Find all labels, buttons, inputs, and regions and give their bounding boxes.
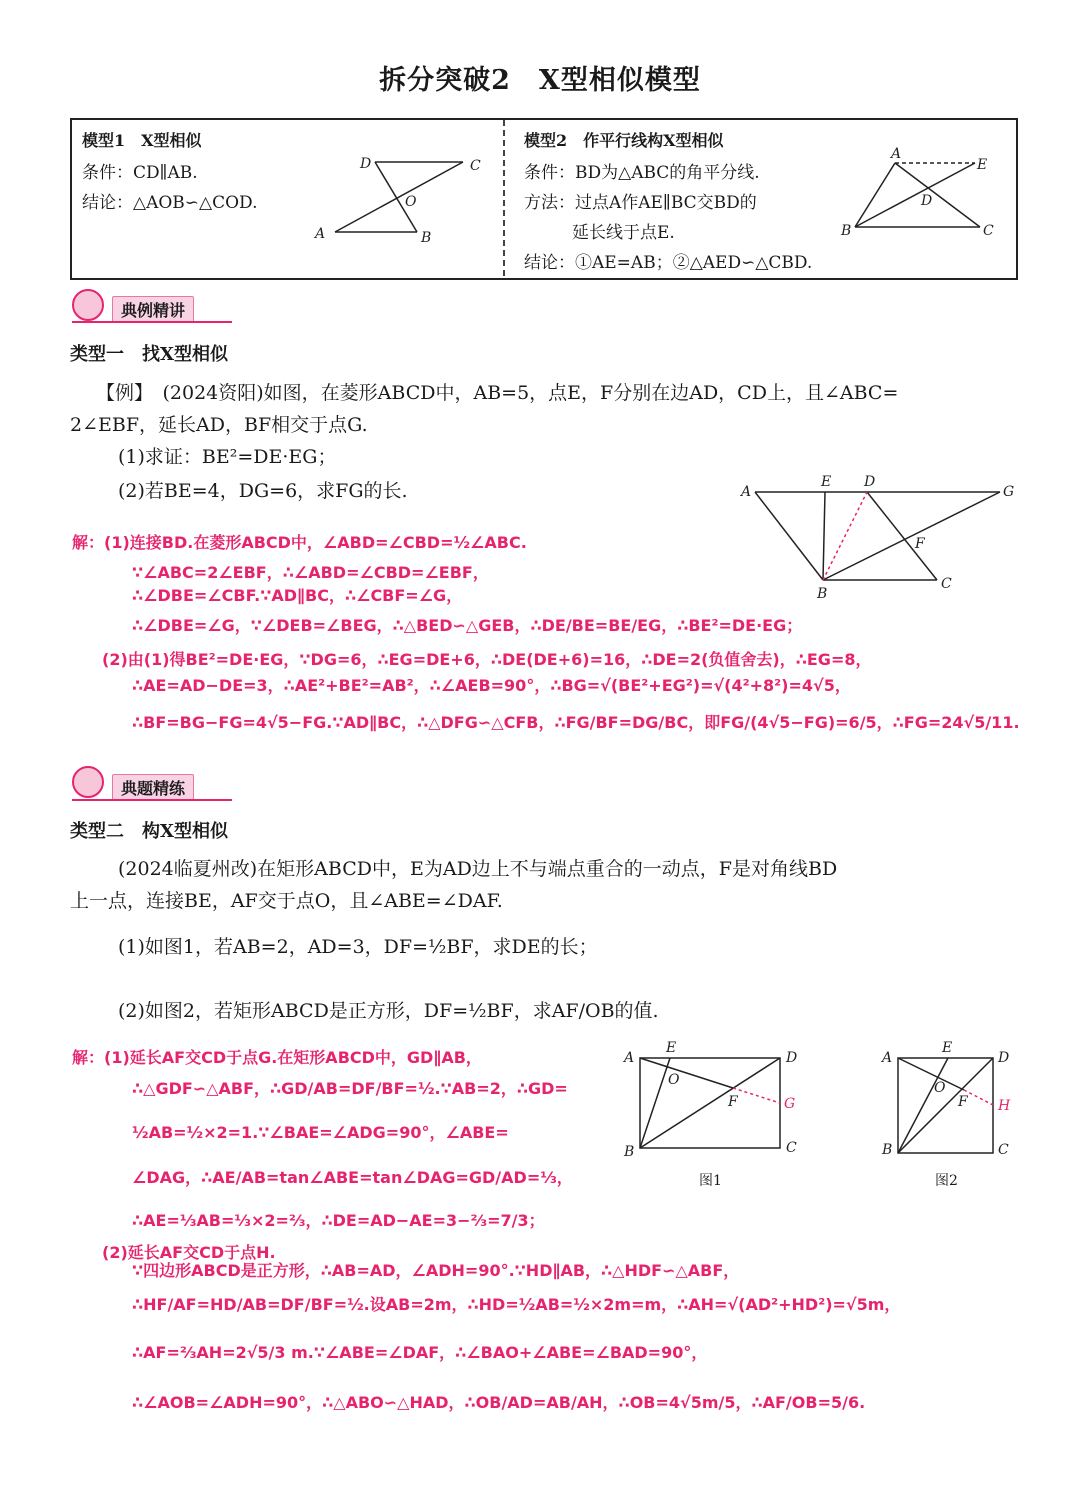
solution2-line: ∴AF=⅔AH=2√5/3 m.∵∠ABE=∠DAF，∴∠BAO+∠ABE=∠BAD=90°， — [132, 1343, 708, 1362]
example-figure — [735, 470, 1025, 610]
problem-question-1: (1)如图1，若AB=2，AD=3，DF=½BF，求DE的长； — [118, 936, 598, 958]
model-divider — [503, 120, 505, 276]
type-two-heading: 类型二 构X型相似 — [70, 821, 228, 842]
m1-label: O — [405, 194, 417, 210]
banner-practice: 典题精练 — [112, 774, 194, 801]
solution2-line: 解：(1)延长AF交CD于点G.在矩形ABCD中，GD∥AB， — [72, 1048, 482, 1067]
example-question-1: (1)求证：BE²=DE·EG； — [118, 446, 337, 468]
f2-label: F — [958, 1094, 968, 1110]
cartoon-girl-icon — [72, 289, 104, 321]
ex-label: A — [741, 484, 752, 500]
model2-method-2: 延长线于点E. — [572, 223, 675, 243]
ex-label: E — [821, 474, 832, 490]
ex-label: D — [864, 474, 876, 490]
figure-2 — [876, 1040, 1036, 1190]
f2-label: E — [942, 1040, 953, 1056]
example-question-2: (2)若BE=4，DG=6，求FG的长. — [118, 480, 408, 502]
banner-examples: 典例精讲 — [112, 296, 194, 323]
problem-line-2: 上一点，连接BE，AF交于点O，且∠ABE=∠DAF. — [70, 890, 503, 912]
f2-label: O — [934, 1080, 946, 1096]
m2-label: B — [841, 223, 852, 239]
solution1-line: (2)由(1)得BE²=DE·EG，∵DG=6，∴EG=DE+6，∴DE(DE+6)=16，∴DE=2(负值舍去)，∴EG=8， — [102, 650, 872, 669]
solution2-line: ∴△GDF∽△ABF，∴GD/AB=DF/BF=½.∵AB=2，∴GD= — [132, 1079, 568, 1098]
m2-label: D — [921, 193, 933, 209]
solution2-line: ∵四边形ABCD是正方形，∴AB=AD，∠ADH=90°.∵HD∥AB，∴△HDF∽△ABF， — [132, 1261, 740, 1280]
model1-condition: 条件：CD∥AB. — [82, 163, 198, 183]
model2-heading: 模型2 作平行线构X型相似 — [524, 131, 724, 150]
banner-underline — [72, 321, 232, 323]
m1-label: B — [421, 230, 432, 246]
banner-underline — [72, 799, 232, 801]
f1-label: F — [728, 1094, 738, 1110]
problem-line-1: (2024临夏州改)在矩形ABCD中，E为AD边上不与端点重合的一动点，F是对角线BD — [118, 858, 838, 880]
solution2-line: ∴∠AOB=∠ADH=90°，∴△ABO∽△HAD，∴OB/AD=AB/AH，∴OB=4√5m/5，∴AF/OB=5/6. — [132, 1393, 866, 1412]
m1-label: D — [360, 156, 372, 172]
f2-label: A — [882, 1050, 893, 1066]
f1-label: A — [624, 1050, 635, 1066]
solution2-line: ∴AE=⅓AB=⅓×2=⅔，∴DE=AD−AE=3−⅔=7/3； — [132, 1211, 545, 1230]
f2-label: C — [998, 1142, 1009, 1158]
m1-label: C — [470, 158, 481, 174]
model1-heading: 模型1 X型相似 — [82, 131, 202, 150]
f2-label: D — [998, 1050, 1010, 1066]
solution1-line: 解：(1)连接BD.在菱形ABCD中，∠ABD=∠CBD=½∠ABC. — [72, 533, 527, 552]
figure-1 — [618, 1040, 808, 1190]
model2-conclusion: 结论：①AE=AB；②△AED∽△CBD. — [524, 253, 813, 273]
f1-label: C — [786, 1140, 797, 1156]
figure-1-caption: 图1 — [699, 1173, 722, 1189]
model1-figure — [305, 150, 495, 250]
solution1-line: ∴∠DBE=∠CBF.∵AD∥BC，∴∠CBF=∠G， — [132, 586, 463, 605]
model2-method-1: 方法：过点A作AE∥BC交BD的 — [524, 193, 757, 213]
solution2-line: ∠DAG，∴AE/AB=tan∠ABE=tan∠DAG=GD/AD=⅓， — [132, 1168, 573, 1187]
model1-conclusion: 结论：△AOB∽△COD. — [82, 193, 258, 213]
page-title: 拆分突破2 X型相似模型 — [379, 65, 701, 96]
type-one-heading: 类型一 找X型相似 — [70, 344, 228, 365]
m2-label: C — [983, 223, 994, 239]
solution2-line: ½AB=½×2=1.∵∠BAE=∠ADG=90°，∠ABE= — [132, 1123, 509, 1142]
m2-label: E — [977, 157, 988, 173]
solution2-line: ∴HF/AF=HD/AB=DF/BF=½.设AB=2m，∴HD=½AB=½×2m=m，∴AH=√(AD²+HD²)=√5m， — [132, 1295, 901, 1314]
model2-condition: 条件：BD为△ABC的角平分线. — [524, 163, 760, 183]
example-line-1: 【例】 (2024资阳)如图，在菱形ABCD中，AB=5，点E，F分别在边AD，CD上，且∠ABC= — [96, 382, 899, 404]
solution1-line: ∴AE=AD−DE=3，∴AE²+BE²=AB²，∴∠AEB=90°，∴BG=√(BE²+EG²)=√(4²+8²)=4√5， — [132, 676, 851, 695]
problem-question-2: (2)如图2，若矩形ABCD是正方形，DF=½BF，求AF/OB的值. — [118, 1000, 659, 1022]
solution1-line: ∴BF=BG−FG=4√5−FG.∵AD∥BC，∴△DFG∽△CFB，∴FG/BF=DG/BC，即FG/(4√5−FG)=6/5，∴FG=24√5/11. — [132, 713, 1020, 732]
f1-label: B — [624, 1144, 635, 1160]
solution2-line: (2)延长AF交CD于点H. — [102, 1243, 276, 1262]
example-line-2: 2∠EBF，延长AD，BF相交于点G. — [70, 414, 368, 436]
solution1-line: ∴∠DBE=∠G，∵∠DEB=∠BEG，∴△BED∽△GEB，∴DE/BE=BE/EG，∴BE²=DE·EG； — [132, 616, 803, 635]
ex-label: B — [817, 586, 828, 602]
f1-label: O — [668, 1072, 680, 1088]
m2-label: A — [891, 146, 902, 162]
figure-2-caption: 图2 — [935, 1173, 958, 1189]
ex-label: G — [1003, 484, 1015, 500]
model2-figure — [835, 145, 1010, 245]
ex-label: C — [941, 576, 952, 592]
ex-label: F — [915, 536, 925, 552]
f1-label: G — [784, 1096, 796, 1112]
cartoon-boy-icon — [72, 766, 104, 798]
m1-label: A — [315, 226, 326, 242]
solution1-line: ∵∠ABC=2∠EBF，∴∠ABD=∠CBD=∠EBF， — [132, 563, 489, 582]
f2-label: B — [882, 1142, 893, 1158]
f2-label: H — [998, 1098, 1011, 1114]
f1-label: E — [666, 1040, 677, 1056]
f1-label: D — [786, 1050, 798, 1066]
